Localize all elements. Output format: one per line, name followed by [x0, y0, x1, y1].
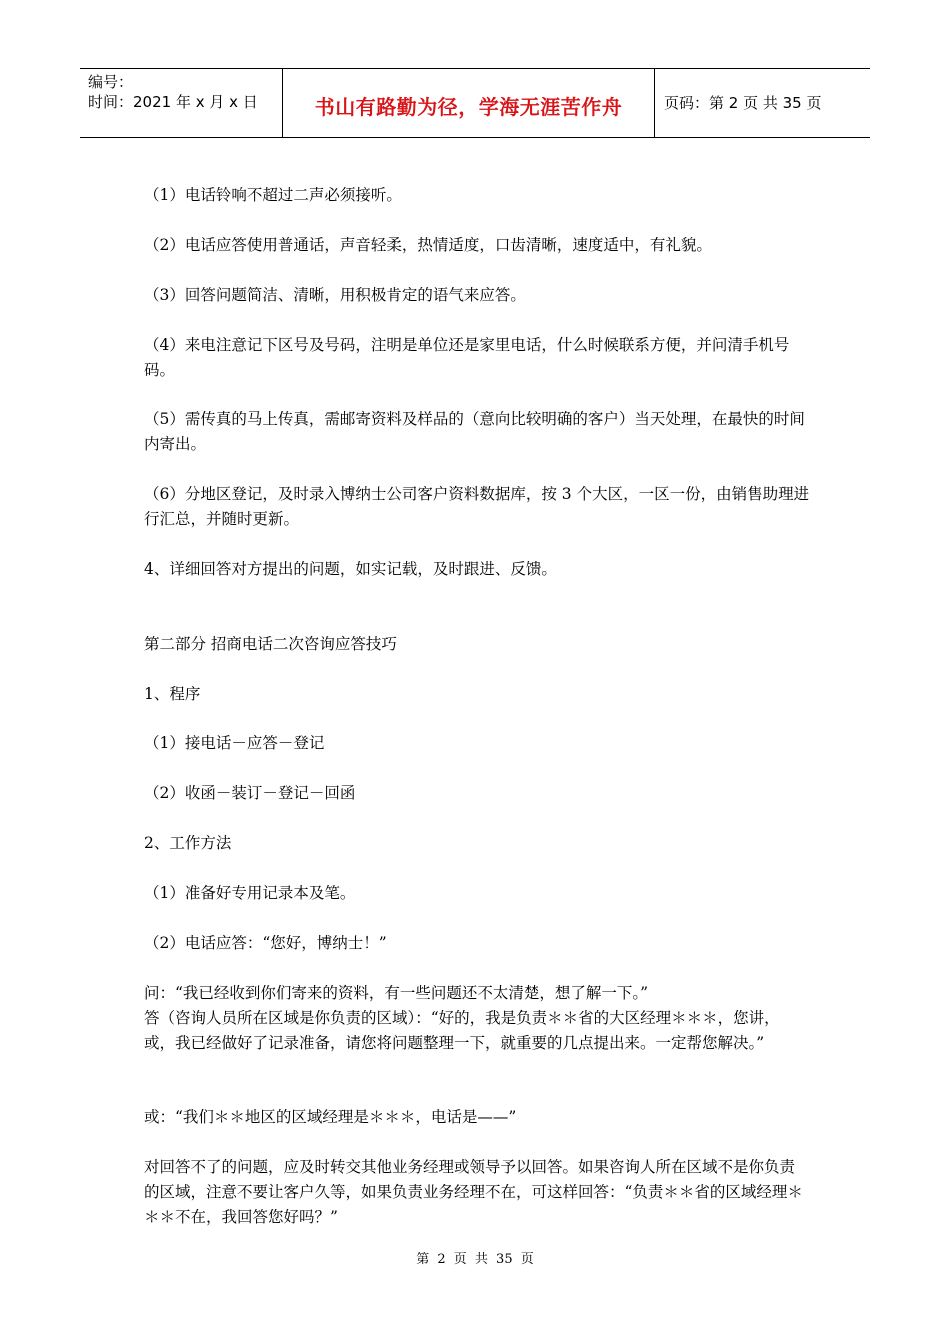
- paragraph: （5）需传真的马上传真，需邮寄资料及样品的（意向比较明确的客户）当天处理，在最快的时间内寄出。: [144, 410, 805, 453]
- paragraph: （1）准备好专用记录本及笔。: [144, 884, 356, 902]
- paragraph: 2、工作方法: [144, 834, 232, 852]
- page-footer: 第 2 页 共 35 页: [416, 1252, 534, 1267]
- document-time-label: 时间：2021 年 x 月 x 日: [88, 93, 258, 111]
- header-info-cell: [80, 69, 282, 137]
- section-heading: 第二部分 招商电话二次咨询应答技巧: [144, 635, 397, 653]
- paragraph: 4、详细回答对方提出的问题，如实记载，及时跟进、反馈。: [144, 560, 557, 578]
- paragraph: （4）来电注意记下区号及号码，注明是单位还是家里电话，什么时候联系方便，并问清手机号码。: [144, 336, 790, 379]
- document-number-label: 编号：: [88, 73, 134, 91]
- paragraph: （6）分地区登记，及时录入博纳士公司客户资料数据库，按 3 个大区，一区一份，由销售助理进行汇总，并随时更新。: [144, 485, 810, 528]
- paragraph: 或：“我们＊＊地区的区域经理是＊＊＊，电话是——”: [144, 1108, 517, 1126]
- paragraph: （2）电话应答使用普通话，声音轻柔，热情适度，口齿清晰，速度适中，有礼貌。: [144, 236, 712, 254]
- paragraph: （1）电话铃响不超过二声必须接听。: [144, 186, 402, 204]
- paragraph: （3）回答问题简洁、清晰，用积极肯定的语气来应答。: [144, 286, 526, 304]
- header-page-cell: [655, 69, 870, 137]
- header-page-number: 页码：第 2 页 共 35 页: [664, 94, 822, 112]
- paragraph: （1）接电话－应答－登记: [144, 734, 325, 752]
- paragraph: 问：“我已经收到你们寄来的资料，有一些问题还不太清楚，想了解一下。”: [144, 984, 649, 1002]
- page-header: [80, 68, 870, 138]
- paragraph: （2）电话应答：“您好，博纳士！”: [144, 934, 387, 952]
- paragraph: 1、程序: [144, 685, 201, 703]
- paragraph: 对回答不了的问题，应及时转交其他业务经理或领导予以回答。如果咨询人所在区域不是你负责的区域，注意不要让客户久等，如果负责业务经理不在，可这样回答：“负责＊＊省的区域经理＊＊＊不在，我回答您好吗？”: [144, 1158, 803, 1226]
- header-motto: 书山有路勤为径，学海无涯苦作舟: [314, 95, 623, 119]
- paragraph: 答（咨询人员所在区域是你负责的区域）：“好的，我是负责＊＊省的大区经理＊＊＊，您讲，或，我已经做好了记录准备，请您将问题整理一下，就重要的几点提出来。一定帮您解决。”: [144, 1009, 780, 1052]
- header-motto-cell: [282, 69, 655, 137]
- paragraph: （2）收函－装订－登记－回函: [144, 784, 356, 802]
